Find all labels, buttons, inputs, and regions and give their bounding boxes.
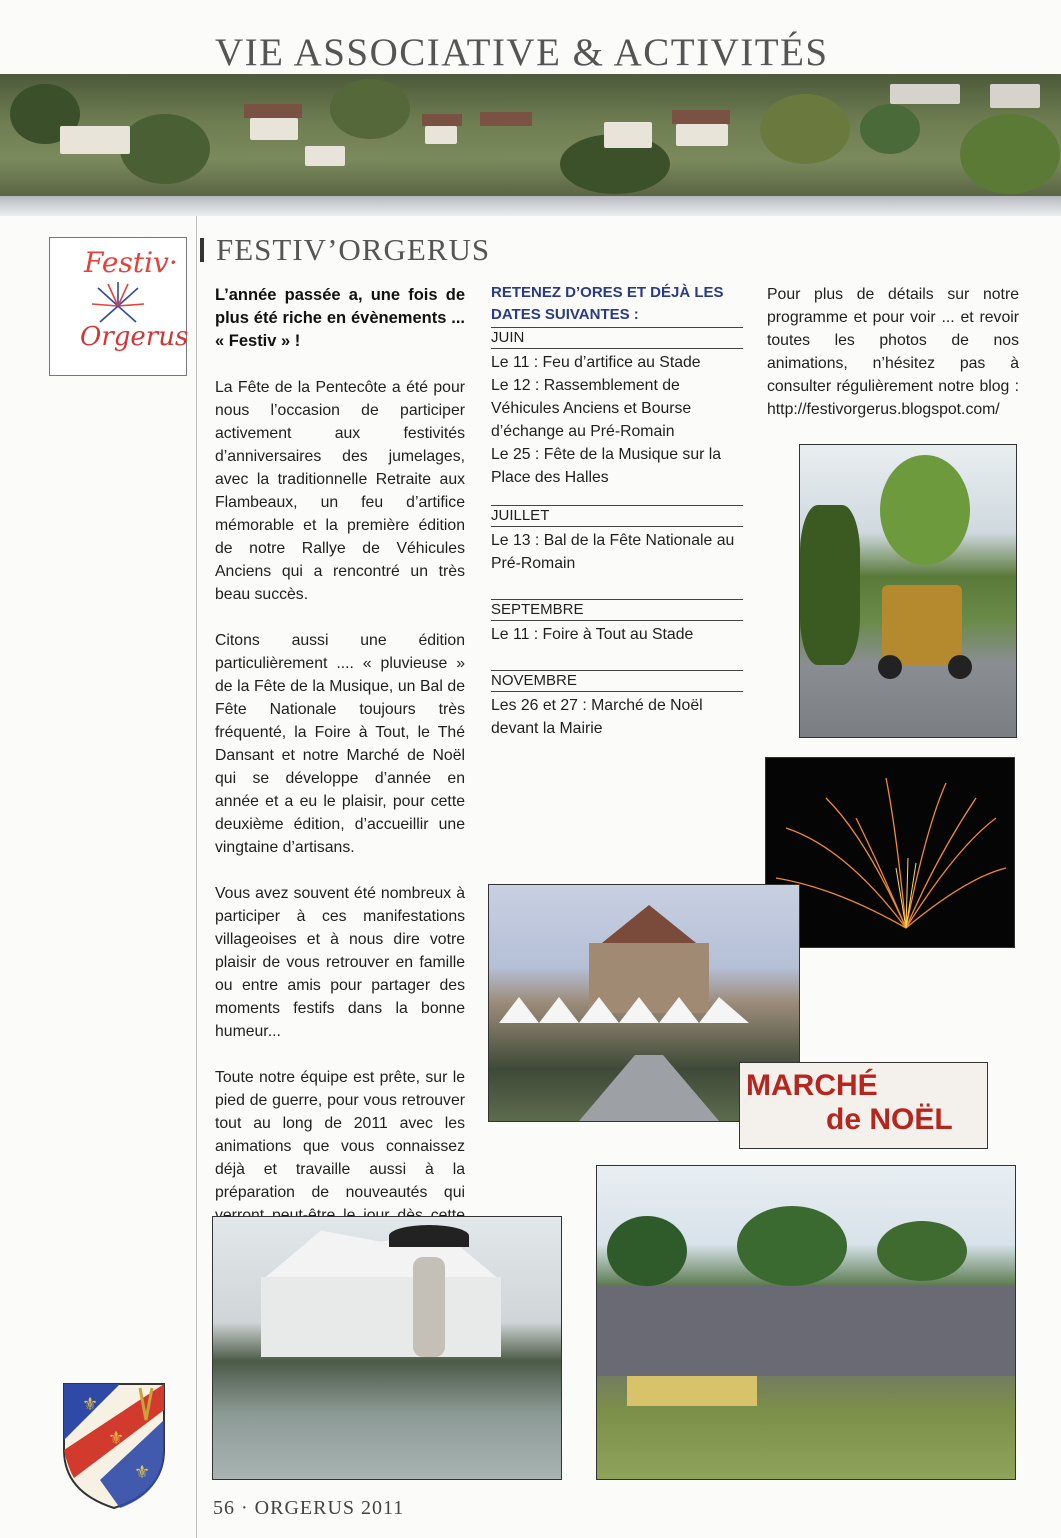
event-item: Les 26 et 27 : Marché de Noël devant la Mairie — [491, 697, 703, 737]
svg-text:⚜: ⚜ — [108, 1428, 125, 1449]
fireworks-photo — [765, 757, 1015, 948]
banner-sign-line1: MARCHÉ — [746, 1069, 878, 1102]
flea-market-photo — [596, 1165, 1016, 1480]
event-item: Le 11 : Feu d’artifice au Stade — [491, 354, 701, 371]
month-block-november — [491, 670, 743, 740]
christmas-market-banner-photo — [739, 1062, 988, 1149]
dates-heading: RETENEZ D’ORES ET DÉJÀ LES DATES SUIVANTES : — [491, 284, 724, 323]
page-footer: 56 · ORGERUS 2011 — [213, 1497, 405, 1519]
firework-icon — [86, 278, 150, 328]
article-paragraph: Citons aussi une édition particulièrement .... « pluvieuse » de la Fête de la Musique, un Bal de Fête Nationale toujours très fréquenté, la Foire à Tout, le Thé Dansant et notre Marché de Noël qui se développe d’année en année et a eu le plaisir, pour cette deuxième édition, d’accueillir une vingtaine d’artisans. — [215, 632, 465, 856]
article-column-1 — [215, 284, 465, 1273]
event-item: Le 11 : Foire à Tout au Stade — [491, 626, 694, 643]
vintage-car-photo — [799, 444, 1017, 738]
logo-word-festiv: Festiv· — [84, 246, 178, 279]
aerial-banner-photo — [0, 74, 1061, 196]
details-text: Pour plus de détails sur notre programme et pour voir ... et revoir toutes les photos de nos animations, n’hésitez pas à consulter régulièrement notre blog : http://festivorgerus.blogspot.com/ — [767, 286, 1019, 418]
article-paragraph: Vous avez souvent été nombreux à participer à ces manifestations villageoises et à nous dire votre plaisir de vous retrouver en famille ou entre amis pour partager des moments festifs dans la bonne humeur... — [215, 885, 465, 1040]
section-header: VIE ASSOCIATIVE & ACTIVITÉS — [215, 31, 829, 74]
event-item: Le 12 : Rassemblement de Véhicules Anciens et Bourse d’échange au Pré-Romain — [491, 377, 692, 440]
article-lead: L’année passée a, une fois de plus été riche en évènements ... « Festiv » ! — [215, 286, 465, 350]
month-block-july — [491, 505, 743, 575]
dates-column — [491, 282, 743, 740]
festiv-orgerus-logo — [49, 237, 187, 376]
coat-of-arms-icon — [60, 1380, 168, 1512]
fireworks-burst-icon — [766, 758, 1014, 947]
banner-shadow-band — [0, 196, 1061, 216]
event-item: Le 25 : Fête de la Musique sur la Place des Halles — [491, 446, 722, 486]
article-paragraph: Toute notre équipe est prête, sur le pied de guerre, pour vous retrouver tout au long de 2011 avec les animations que vous connaissez déjà et travaille aussi à la préparation de nouveautés qui — [215, 1069, 465, 1201]
svg-text:⚜: ⚜ — [134, 1462, 151, 1483]
logo-word-orgerus: Orgerus — [80, 322, 189, 352]
month-label: JUILLET — [491, 505, 743, 527]
column-divider — [196, 216, 197, 1538]
month-label: JUIN — [491, 327, 743, 349]
month-block-september — [491, 599, 743, 646]
month-block-june — [491, 327, 743, 489]
article-paragraph: La Fête de la Pentecôte a été pour nous l’occasion de participer activement aux festivités d’anniversaires des jumelages, avec la traditionnelle Retraite aux Flambeaux, un feu d’artifice mémorable et la première édition de notre Rallye de Véhicules Anciens qui a rencontré un très beau succès. — [215, 379, 465, 603]
music-festival-photo — [212, 1216, 562, 1480]
title-accent-bar — [200, 238, 204, 262]
article-title: FESTIV’ORGERUS — [216, 232, 491, 267]
event-item: Le 13 : Bal de la Fête Nationale au Pré-Romain — [491, 532, 735, 572]
month-label: NOVEMBRE — [491, 670, 743, 692]
banner-sign-line2: de NOËL — [826, 1103, 953, 1136]
svg-text:⚜: ⚜ — [82, 1394, 99, 1415]
month-label: SEPTEMBRE — [491, 599, 743, 621]
